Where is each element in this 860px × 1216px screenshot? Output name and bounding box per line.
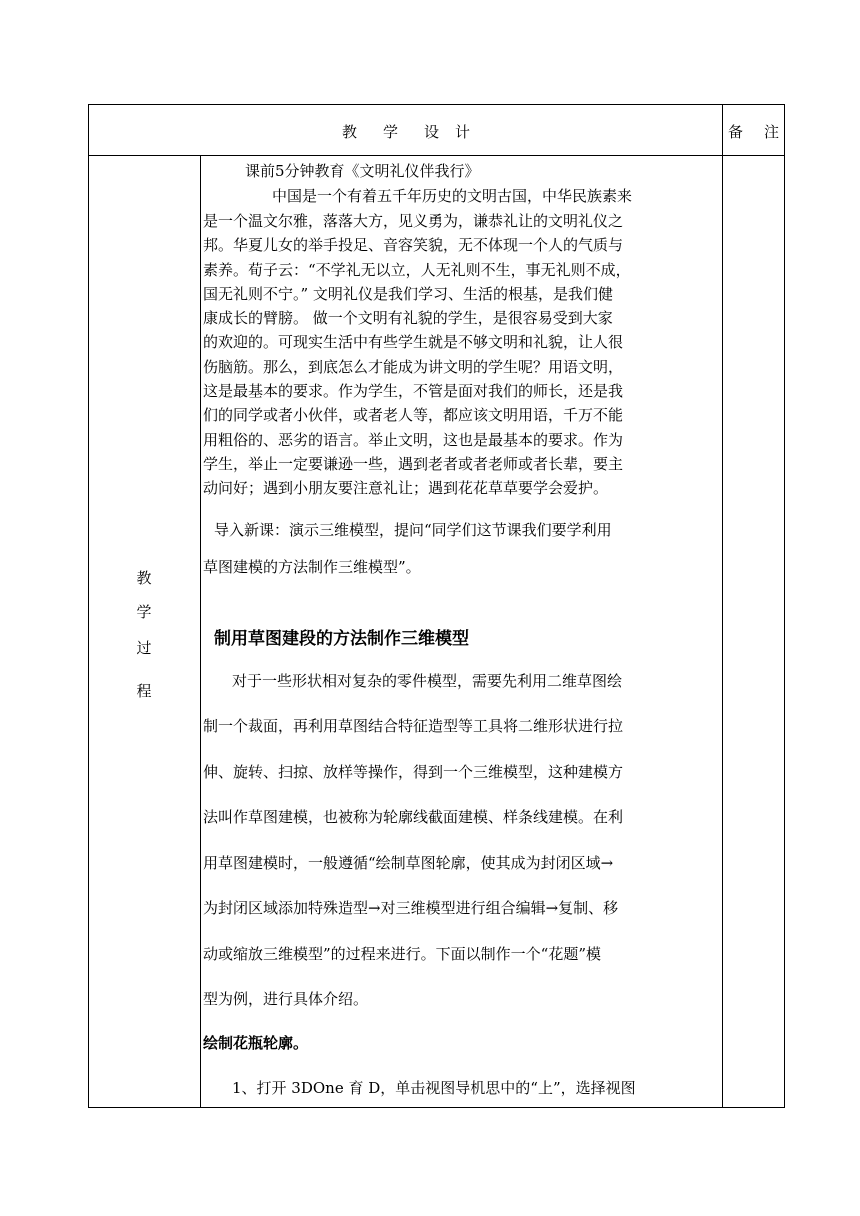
section-heading: 制用草图建段的方法制作三维模型 xyxy=(214,629,469,649)
lead-in-line: 草图建模的方法制作三维模型”。 xyxy=(203,558,421,576)
header-design-char: 教 xyxy=(342,123,358,141)
intro-line: 的欢迎的。可现实生活中有些学生就是不够文明和礼貌，让人很 xyxy=(203,333,624,351)
lead-in-line: 导入新课：演示三维模型，提问“同学们这节课我们要学利用 xyxy=(214,521,612,539)
body-line: 法叫作草图建模，也被称为轮廓线截面建模、样条线建模。在利 xyxy=(203,808,624,826)
header-design-char: 计 xyxy=(455,123,471,141)
header-notes-char: 注 xyxy=(764,123,780,141)
body-line: 为封闭区域添加特殊造型→对三维模型进行组合编辑→复制、移 xyxy=(203,899,619,917)
intro-line: 伤脑筋。那么，到底怎么才能成为讲文明的学生呢？用语文明， xyxy=(203,358,624,376)
table-border-top xyxy=(88,104,785,105)
table-border-right xyxy=(784,104,785,1108)
intro-line: 中国是一个有着五千年历史的文明古国，中华民族素来 xyxy=(272,187,633,205)
intro-title: 课前5分钟教育《文明礼仪伴我行》 xyxy=(245,162,480,180)
intro-line: 邦。华夏儿女的举手投足、音容笑貌，无不体现一个人的气质与 xyxy=(203,236,624,254)
column-divider-side xyxy=(200,155,201,1108)
intro-line: 用粗俗的、恶劣的语言。举止文明，这也是最基本的要求。作为 xyxy=(203,431,624,449)
intro-line: 康成长的臂膀。 做一个文明有礼貌的学生，是很容易受到大家 xyxy=(203,309,613,327)
body-line: 对于一些形状相对复杂的零件模型，需要先利用二维草图绘 xyxy=(232,672,623,690)
body-line: 动或缩放三维模型”的过程来进行。下面以制作一个“花题”模 xyxy=(203,945,602,963)
body-line: 伸、旋转、扫掠、放样等操作，得到一个三维模型，这种建模方 xyxy=(203,763,624,781)
body-line: 用草图建模时，一般遵循“绘制草图轮廓，使其成为封闭区域→ xyxy=(203,854,614,872)
intro-line: 动问好；遇到小朋友要注意礼让；遇到花花草草要学会爱护。 xyxy=(203,479,609,497)
body-line: 制一个裁面，再利用草图结合特征造型等工具将二维形状进行拉 xyxy=(203,717,624,735)
header-design-char: 设 xyxy=(424,123,440,141)
step-line: 1、打开 3DOne 育 D，单击视图导机思中的“上”，选择视图 xyxy=(232,1079,636,1097)
intro-line: 学生，举止一定要谦逊一些，遇到老者或者老师或者长辈，要主 xyxy=(203,455,624,473)
header-design-char: 学 xyxy=(383,123,399,141)
intro-line: 素养。荀子云：“不学礼无以立，人无礼则不生，事无礼则不成， xyxy=(203,261,631,279)
intro-line: 这是最基本的要求。作为学生，不管是面对我们的师长，还是我 xyxy=(203,382,624,400)
side-label-char: 教 xyxy=(136,569,152,587)
table-border-left xyxy=(88,104,89,1108)
side-label-char: 过 xyxy=(136,639,152,657)
side-label-char: 程 xyxy=(136,682,152,700)
table-header-divider xyxy=(88,155,785,156)
subheading: 绘制花瓶轮廓。 xyxy=(203,1034,309,1052)
table-border-bottom xyxy=(88,1107,785,1108)
intro-line: 们的同学或者小伙伴，或者老人等，都应该文明用语，千万不能 xyxy=(203,406,624,424)
body-line: 型为例，进行具体介绍。 xyxy=(203,990,369,1008)
intro-line: 是一个温文尔雅，落落大方，见义勇为，谦恭礼让的文明礼仪之 xyxy=(203,212,624,230)
header-notes-char: 备 xyxy=(728,123,744,141)
side-label-char: 学 xyxy=(136,603,152,621)
intro-line: 国无礼则不宁。” 文明礼仪是我们学习、生活的根基，是我们健 xyxy=(203,285,613,303)
